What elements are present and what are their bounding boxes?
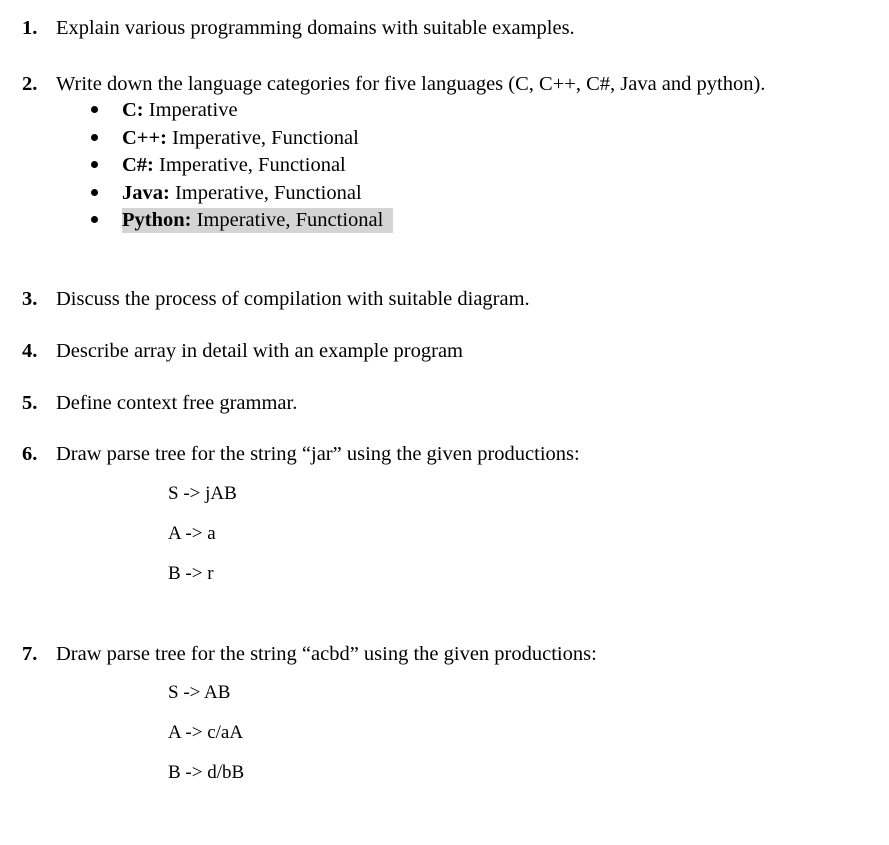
list-item [88,125,393,153]
language-category-list [88,97,393,235]
question-text: Write down the language categories for five languages (C, C++, C#, Java and python). [56,73,766,95]
language-category: Imperative, Functional [153,154,346,176]
bullet-icon [91,134,98,141]
bullet-icon [91,216,98,223]
question-6 [22,442,580,466]
question-number: 6. [22,443,38,465]
production-rule: A -> a [168,523,216,544]
question-1 [22,16,575,40]
question-number: 5. [22,392,38,414]
bullet-icon [91,189,98,196]
question-number: 3. [22,288,38,310]
bullet-icon [91,161,98,168]
language-name: C++: [122,126,167,149]
language-name: Java: [122,181,170,204]
question-3 [22,287,530,311]
question-number: 1. [22,17,38,39]
list-item [88,180,393,208]
language-category: Imperative [143,99,238,121]
production-rule: B -> r [168,563,214,584]
question-5 [22,391,297,415]
language-name: C#: [122,154,154,176]
question-number: 4. [22,340,38,362]
text-selection-highlight[interactable] [122,208,393,233]
production-rule: B -> d/bB [168,762,245,783]
question-7 [22,642,597,666]
question-text: Draw parse tree for the string “acbd” using the given productions: [56,643,597,665]
bullet-icon [91,106,98,113]
language-category: Imperative, Functional [191,209,384,231]
production-rule: S -> jAB [168,483,237,504]
question-text: Explain various programming domains with suitable examples. [56,17,575,39]
question-text: Discuss the process of compilation with suitable diagram. [56,288,530,310]
language-category: Imperative, Functional [167,126,359,149]
language-name: Python: [122,209,192,231]
question-number: 7. [22,643,38,665]
question-number: 2. [22,73,38,95]
production-rule: S -> AB [168,682,231,703]
production-rule: A -> c/aA [168,722,244,743]
list-item [88,97,393,125]
question-4 [22,339,463,363]
language-name: C: [122,99,144,121]
question-text: Draw parse tree for the string “jar” using the given productions: [56,443,580,465]
language-category: Imperative, Functional [169,181,362,204]
question-text: Describe array in detail with an example program [56,340,463,362]
question-2 [22,72,765,96]
list-item [88,152,393,180]
question-text: Define context free grammar. [56,392,298,414]
list-item[interactable] [88,207,393,235]
